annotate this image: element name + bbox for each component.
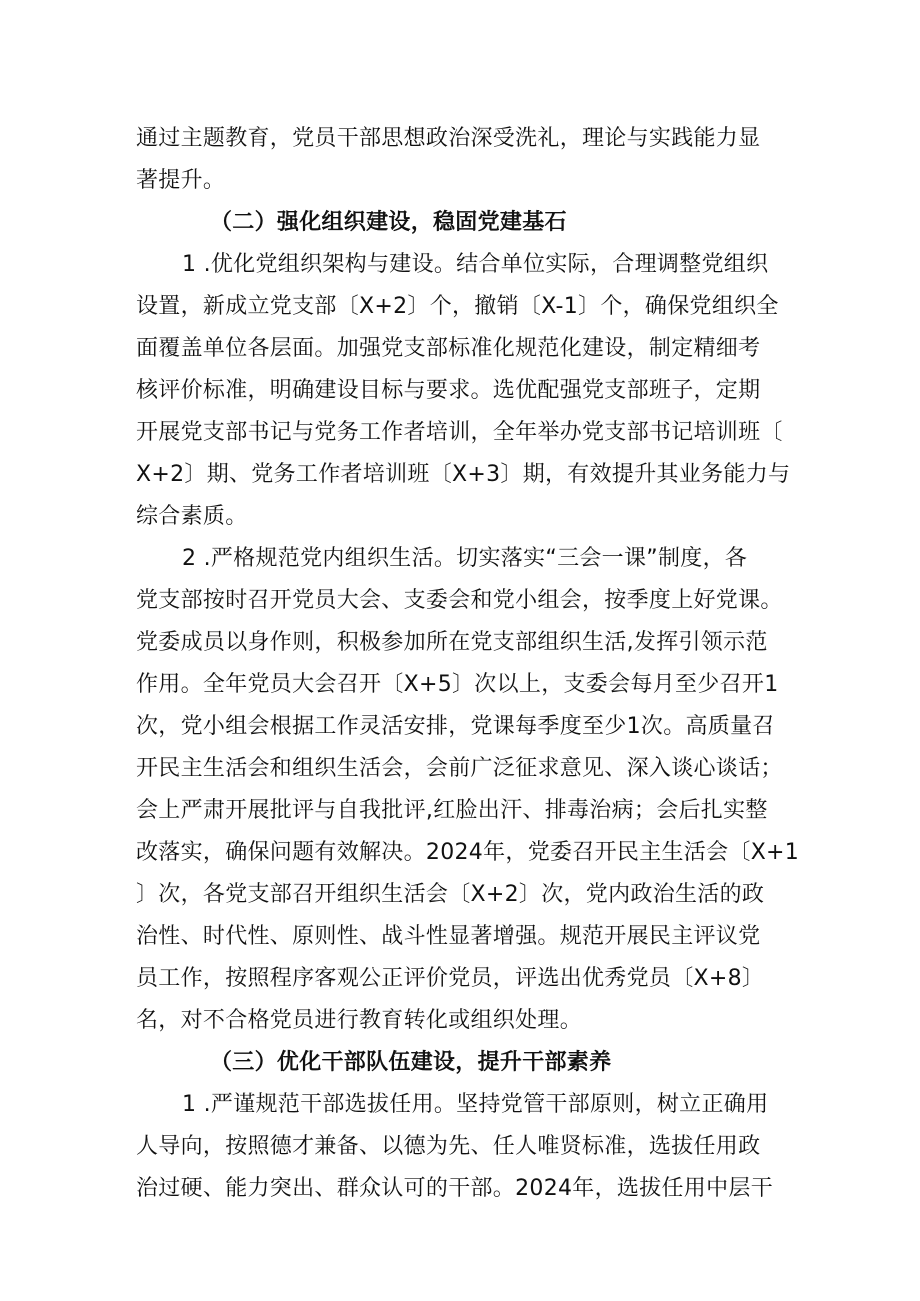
body-line: 次，党小组会根据工作灵活安排，党课每季度至少1次。高质量召	[136, 714, 775, 739]
paragraph-start-line: 1 .优化党组织架构与建设。结合单位实际，合理调整党组织	[182, 252, 769, 277]
body-line: 著提升。	[136, 168, 226, 193]
body-line: 治过硬、能力突出、群众认可的干部。2024年，选拔任用中层干	[136, 1176, 773, 1201]
body-line: 面覆盖单位各层面。加强党支部标准化规范化建设，制定精细考	[136, 336, 761, 361]
body-line: 会上严肃开展批评与自我批评,红脸出汗、排毒治病；会后扎实整	[136, 798, 768, 823]
body-line: 开展党支部书记与党务工作者培训，全年举办党支部书记培训班〔	[136, 420, 783, 445]
document-body	[136, 118, 800, 1210]
body-line: 设置，新成立党支部〔X+2〕个，撤销〔X-1〕个，确保党组织全	[136, 294, 779, 319]
body-line: 员工作，按照程序客观公正评价党员，评选出优秀党员〔X+8〕	[136, 966, 765, 991]
section-heading: （二）强化组织建设，稳固党建基石	[210, 210, 567, 235]
body-line: 治性、时代性、原则性、战斗性显著增强。规范开展民主评议党	[136, 924, 761, 949]
body-line: 改落实，确保问题有效解决。2024年，党委召开民主生活会〔X+1	[136, 840, 800, 865]
body-line: 通过主题教育，党员干部思想政治深受洗礼，理论与实践能力显	[136, 126, 761, 151]
body-line: 人导向，按照德才兼备、以德为先、任人唯贤标准，选拔任用政	[136, 1134, 761, 1159]
paragraph-start-line: 2 .严格规范党内组织生活。切实落实“三会一课”制度，各	[182, 546, 748, 571]
body-line: 名，对不合格党员进行教育转化或组织处理。	[136, 1008, 583, 1033]
body-line: 党支部按时召开党员大会、支委会和党小组会，按季度上好党课。	[136, 588, 783, 613]
paragraph-start-line: 1 .严谨规范干部选拔任用。坚持党管干部原则，树立正确用	[182, 1092, 769, 1117]
body-line: 〕次，各党支部召开组织生活会〔X+2〕次，党内政治生活的政	[136, 882, 765, 907]
body-line: 党委成员以身作则，积极参加所在党支部组织生活,发挥引领示范	[136, 630, 768, 655]
body-line: 综合素质。	[136, 504, 248, 529]
body-line: 核评价标准，明确建设目标与要求。选优配强党支部班子，定期	[136, 378, 761, 403]
body-line: X+2〕期、党务工作者培训班〔X+3〕期，有效提升其业务能力与	[136, 462, 791, 487]
section-heading: （三）优化干部队伍建设，提升干部素养	[210, 1050, 612, 1075]
body-line: 作用。全年党员大会召开〔X+5〕次以上，支委会每月至少召开1	[136, 672, 779, 697]
body-line: 开民主生活会和组织生活会，会前广泛征求意见、深入谈心谈话；	[136, 756, 783, 781]
